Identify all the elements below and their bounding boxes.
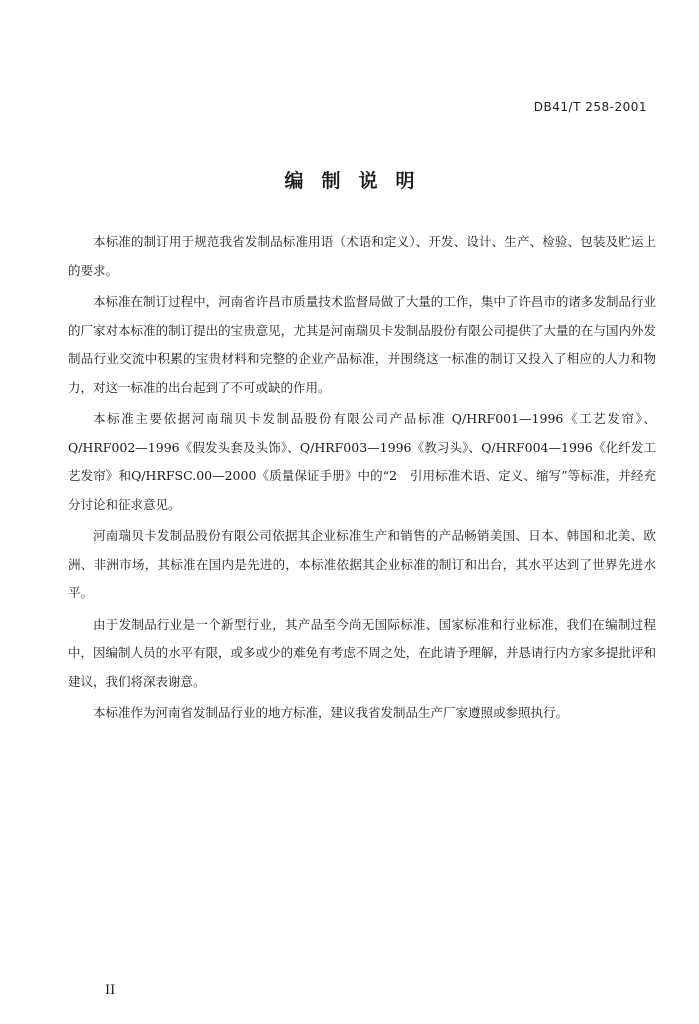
- paragraph-limitations: 由于发制品行业是一个新型行业，其产品至今尚无国际标准、国家标准和行业标准，我们在编制过程中，因编制人员的水平有限，或多或少的难免有考虑不周之处，在此请予理解，并恳请行内方家多提批评和建议，我们将深表谢意。: [68, 616, 656, 689]
- document-body: [68, 228, 656, 731]
- page-title: 编制说明: [284, 170, 433, 192]
- paragraph-basis: 本标准主要依据河南瑞贝卡发制品股份有限公司产品标准 Q/HRF001—1996《工艺发帘》、Q/HRF002—1996《假发头套及头饰》、Q/HRF003—1996《教习头》、Q/HRF004—1996《化纤发工艺发帘》和Q/HRFSC.00—2000《质量保证手册》中的“2 引用标准术语、定义、缩写”等标准，并经充分讨论和征求意见。: [68, 411, 656, 512]
- page-number: II: [105, 983, 116, 998]
- paragraph-market: 河南瑞贝卡发制品股份有限公司依据其企业标准生产和销售的产品畅销美国、日本、韩国和北美、欧洲、非洲市场，其标准在国内是先进的，本标准依据其企业标准的制订和出台，其水平达到了世界先进水平。: [68, 528, 656, 600]
- paragraph-drafting-process: 本标准在制订过程中，河南省许昌市质量技术监督局做了大量的工作，集中了许昌市的诸多发制品行业的厂家对本标准的制订提出的宝贵意见，尤其是河南瑞贝卡发制品股份有限公司提供了大量的在与国内外发制品行业交流中积累的宝贵材料和完整的企业产品标准，并围绕这一标准的制订又投入了相应的人力和物力，对这一标准的出台起到了不可或缺的作用。: [68, 294, 656, 395]
- standard-number: DB41/T 258-2001: [533, 100, 647, 114]
- paragraph-scope: 本标准的制订用于规范我省发制品标准用语（术语和定义）、开发、设计、生产、检验、包装及贮运上的要求。: [68, 234, 656, 278]
- paragraph-recommendation: 本标准作为河南省发制品行业的地方标准，建议我省发制品生产厂家遵照或参照执行。: [93, 705, 569, 720]
